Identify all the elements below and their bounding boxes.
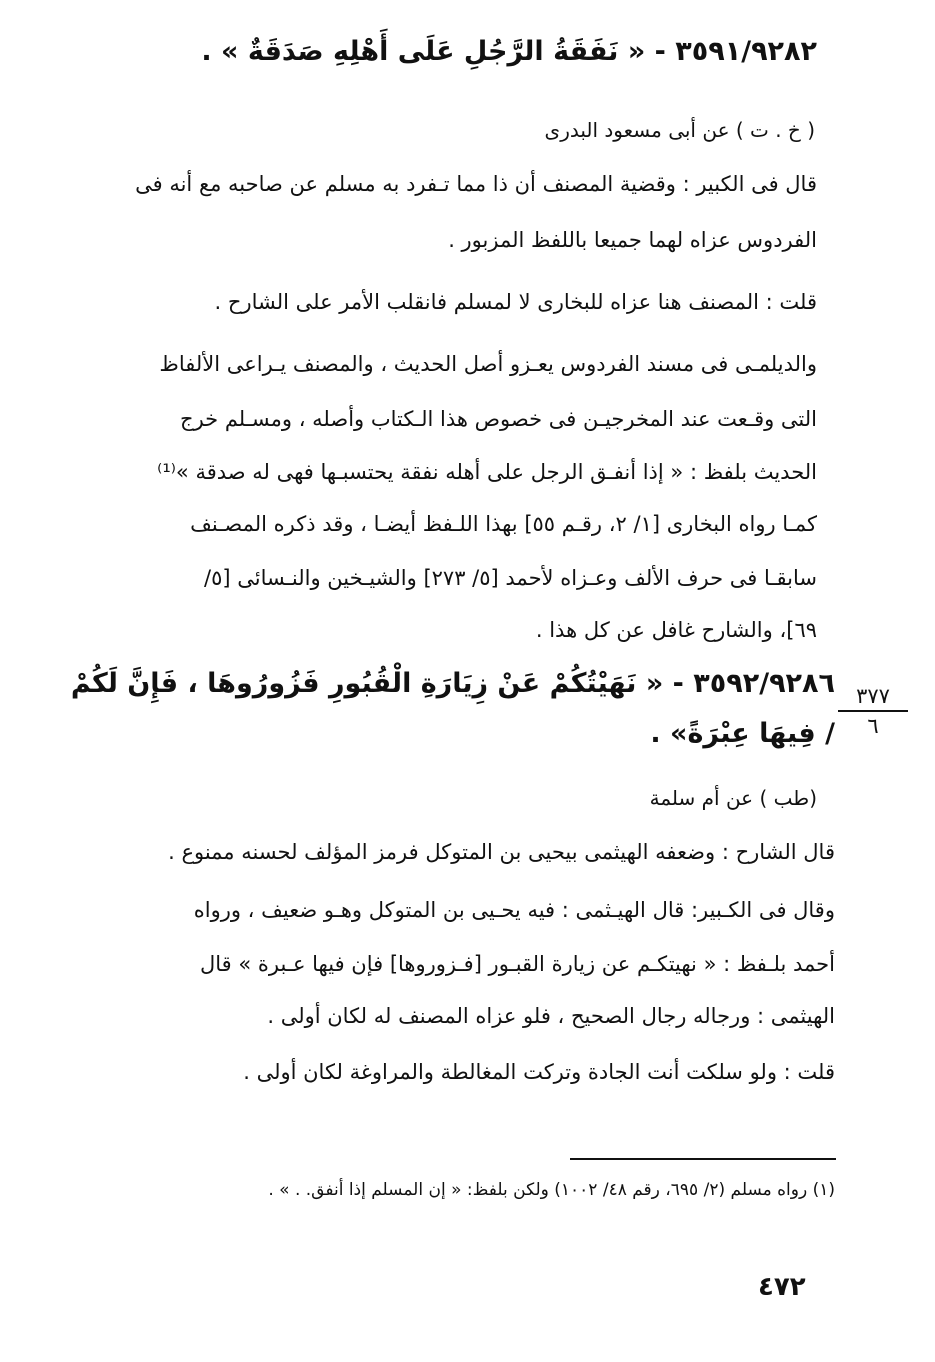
commentary-line: التى وقـعت عند المخرجيـن فى خصوص هذا الـكتاب وأصله ، ومسـلم خرج [180, 407, 817, 431]
margin-ref-top: ٣٧٧ [856, 684, 890, 708]
hadith-source-9282: ( خ . ت ) عن أبى مسعود البدرى [544, 118, 815, 142]
footnote: (١) رواه مسلم (٢/ ٦٩٥، رقم ٤٨/ ١٠٠٢) ولكن بلفظ: « إن المسلم إذا أنفق. . » . [268, 1180, 835, 1200]
commentary-line: قال فى الكبير : وقضية المصنف أن ذا مما تـفرد به مسلم عن صاحبه مع أنه فى [135, 172, 817, 196]
margin-ref-divider [838, 710, 908, 712]
commentary-line: الفردوس عزاه لهما جميعا باللفظ المزبور . [448, 228, 817, 252]
hadith-source-9286: (طب ) عن أم سلمة [649, 786, 817, 810]
commentary-line: وقال فى الكـبير: قال الهيـثمى : فيه يحـيى بن المتوكل وهـو ضعيف ، ورواه [193, 898, 835, 922]
hadith-title-9282: ٣٥٩١/٩٢٨٢ - « نَفَقَةُ الرَّجُلِ عَلَى أَهْلِهِ صَدَقَةٌ » . [201, 36, 817, 67]
footnote-separator [570, 1158, 836, 1160]
margin-volume-ref [838, 684, 908, 738]
commentary-line: أحمد بلـفظ : « نهيتكـم عن زيارة القبـور [فـزوروها] فإن فيها عـبرة » قال [199, 952, 835, 976]
commentary-line: قلت : المصنف هنا عزاه للبخارى لا لمسلم فانقلب الأمر على الشارح . [214, 290, 817, 314]
commentary-line: الحديث بلفظ : « إذا أنفـق الرجل على أهله نفقة يحتسبـها فهى له صدقة »⁽¹⁾ [157, 460, 817, 484]
commentary-line: كمـا رواه البخارى [١/ ٢، رقـم ٥٥] بهذا اللـفظ أيضـا ، وقد ذكره المصـنف [190, 512, 817, 536]
commentary-line: قال الشارح : وضعفه الهيثمى بيحيى بن المتوكل فرمز المؤلف لحسنه ممنوع . [168, 840, 835, 864]
page-number: ٤٧٢ [758, 1272, 806, 1302]
commentary-line: ٦٩]، والشارح غافل عن كل هذا . [535, 618, 817, 642]
commentary-line: سابقـا فى حرف الألف وعـزاه لأحمد [٥/ ٢٧٣] والشيـخين والنـسائى [٥/ [204, 566, 817, 590]
commentary-line: قلت : ولو سلكت أنت الجادة وتركت المغالطة والمراوغة لكان أولى . [243, 1060, 835, 1084]
hadith-title-9286: ٣٥٩٢/٩٢٨٦ - « نَهَيْتُكُمْ عَنْ زِيَارَةِ الْقُبُورِ فَزُورُوهَا ، فَإِنَّ لَكُمْ [70, 668, 835, 699]
hadith-title-9286-cont: / فِيهَا عِبْرَةً» . [650, 718, 835, 749]
margin-ref-bottom: ٦ [867, 714, 879, 738]
commentary-line: الهيثمى : ورجاله رجال الصحيح ، فلو عزاه المصنف له لكان أولى . [267, 1004, 835, 1028]
commentary-line: والديلمـى فى مسند الفردوس يعـزو أصل الحديث ، والمصنف يـراعى الألفاظ [159, 352, 817, 376]
